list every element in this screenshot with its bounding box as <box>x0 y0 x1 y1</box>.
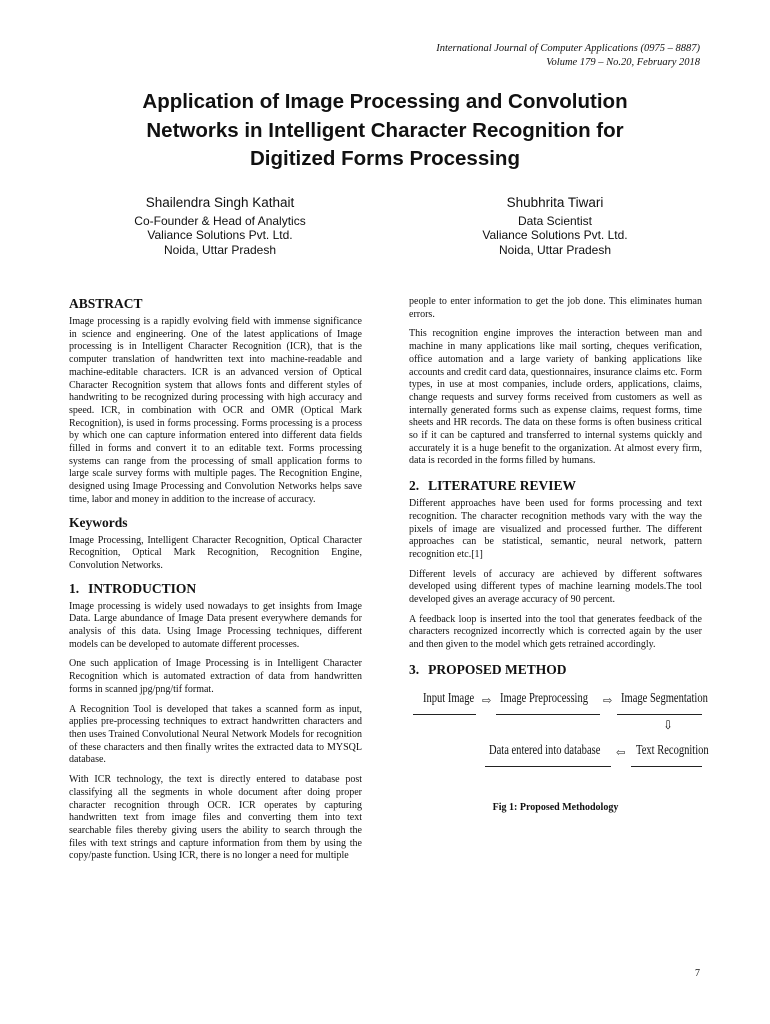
underline <box>413 714 476 715</box>
literature-paragraph: Different levels of accuracy are achieved by different softwares developed using different types of machine learning models.The tool developed gives an average accuracy of 90 percent. <box>409 568 702 606</box>
step-data-entered-into-database: Data entered into database <box>489 741 601 757</box>
section-title: PROPOSED METHOD <box>428 661 567 677</box>
section-number: 1. <box>69 580 80 596</box>
author-location: Noida, Uttar Pradesh <box>163 242 277 257</box>
intro-paragraph: Image processing is widely used nowadays to get insights from Image Data. Large abundance of Image Data present everywhere demands for analysis of this data. Using Image Processing techniques, different models can be developed to automate different processes. <box>69 600 362 650</box>
underline <box>485 766 611 767</box>
journal-volume: Volume 179 – No.20, February 2018 <box>546 57 700 68</box>
arrow-left-icon: ⇦ <box>616 746 626 759</box>
keywords-heading: Keywords <box>69 514 128 530</box>
intro-paragraph: With ICR technology, the text is directly entered to database post classifying all the segments in whole document after doing proper character recognition through OCR. ICR operates by capturing handwritten text from image files and converting them into text searchable files thereby giving users the ability to search through the files with text strings and capture information from them by using the copy/paste function. Using ICR, there is no longer a need for multiple <box>69 774 362 862</box>
left-column <box>69 296 362 870</box>
author-role: Co-Founder & Head of Analytics <box>134 213 306 228</box>
title-line-3: Digitized Forms Processing <box>250 147 520 170</box>
author-name: Shailendra Singh Kathait <box>145 195 295 210</box>
journal-name: International Journal of Computer Applications (0975 – 8887) <box>436 43 700 54</box>
arrow-right-icon: ⇨ <box>603 694 613 707</box>
figure-caption: Fig 1: Proposed Methodology <box>492 801 619 813</box>
author-role: Data Scientist <box>517 213 593 228</box>
underline <box>617 714 702 715</box>
literature-heading <box>409 478 702 494</box>
arrow-right-icon: ⇨ <box>482 694 492 707</box>
right-column <box>409 296 709 815</box>
author-org: Valiance Solutions Pvt. Ltd. <box>482 228 628 242</box>
proposed-method-heading <box>409 662 702 678</box>
author-block-2 <box>430 196 680 257</box>
intro-continued-paragraph: people to enter information to get the job done. This eliminates human errors. <box>409 296 702 320</box>
abstract-text: Image processing is a rapidly evolving field with immense significance in science and engineering. One of the latest applications of Image processing is in Intelligent Character Recognition (ICR), that is the computer translation of handwritten text into machine-readable and machine-editable characters. ICR is an advanced version of Optical Character Recognition system that allows fonts and different styles of handwriting to be recognized during processing with high accuracy and speed. ICR, in combination with OCR and OMR (Optical Mark Recognition), is used in forms processing. Forms processing is a process by which one can capture information entered into different data fields filled in forms and convert it to an editable text. Forms processing systems can range from the processing of small application forms to large scale survey forms with multiple pages. The Recognition Engine, designed using Image Processing and Convolution Networks helps save time, labor and money in addition to the increase of accuracy. <box>69 316 362 505</box>
methodology-flowchart <box>409 686 709 796</box>
step-image-preprocessing: Image Preprocessing <box>500 689 589 705</box>
intro-continued-paragraph: This recognition engine improves the interaction between man and machine in many applications like mail sorting, cheques verification, office automation and a large variety of banking applications like accounts and credit card data, questionnaires, insurance claims etc. Form types, in use at most companies, include orders, applications, claims, change requests and survey forms received from customers as well as internally generated forms such as expense claims, request forms, time sheets and HR records. The data on these forms is often business critical so if it can be captured and transferred to internal systems quickly and accurately it is a huge benefit to the organization. At almost every firm, data is recorded in the forms filled by humans. <box>409 328 702 467</box>
paper-title <box>60 88 710 174</box>
keywords-text: Image Processing, Intelligent Character Recognition, Optical Character Recognition, Optical Mark Recognition, Recognition Engine, Convolution Networks. <box>69 534 362 571</box>
author-block-1 <box>95 196 345 257</box>
abstract-heading: ABSTRACT <box>69 296 143 311</box>
title-line-2: Networks in Intelligent Character Recognition for <box>146 118 624 142</box>
author-location: Noida, Uttar Pradesh <box>498 242 612 257</box>
underline <box>631 766 702 767</box>
intro-paragraph: One such application of Image Processing is in Intelligent Character Recognition which is automated extraction of data from handwritten forms in scanned jpg/png/tif format. <box>69 658 362 695</box>
intro-paragraph: A Recognition Tool is developed that takes a scanned form as input, applies pre-processing techniques to extract handwritten characters and then uses Trained Convolutional Neural Network Models for recognition of these characters and then finally writes the extracted data to MYSQL database. <box>69 703 362 766</box>
journal-header <box>436 42 700 70</box>
author-org: Valiance Solutions Pvt. Ltd. <box>147 228 293 242</box>
arrow-down-icon: ⇩ <box>663 717 674 732</box>
section-number: 3. <box>409 661 420 677</box>
underline <box>496 714 600 715</box>
author-name: Shubhrita Tiwari <box>506 195 604 210</box>
section-title: INTRODUCTION <box>88 580 197 596</box>
section-title: LITERATURE REVIEW <box>428 478 577 494</box>
introduction-heading <box>69 581 362 597</box>
section-number: 2. <box>409 478 420 494</box>
literature-paragraph: A feedback loop is inserted into the tool that generates feedback of the characters recognized incorrectly which is corrected again by the user and then given to the model which gets retrained accordingly. <box>409 613 702 651</box>
literature-paragraph: Different approaches have been used for forms processing and text recognition. The character recognition methods vary with the way the pixels of image are visualized and processed further. The different approaches can be statistical, semantic, neural network, pattern recognition etc.[1] <box>409 498 702 560</box>
step-text-recognition: Text Recognition <box>636 741 709 757</box>
step-image-segmentation: Image Segmentation <box>621 689 708 705</box>
title-line-1: Application of Image Processing and Convolution <box>142 90 628 113</box>
page-number: 7 <box>695 968 700 979</box>
step-input-image: Input Image <box>423 689 475 705</box>
